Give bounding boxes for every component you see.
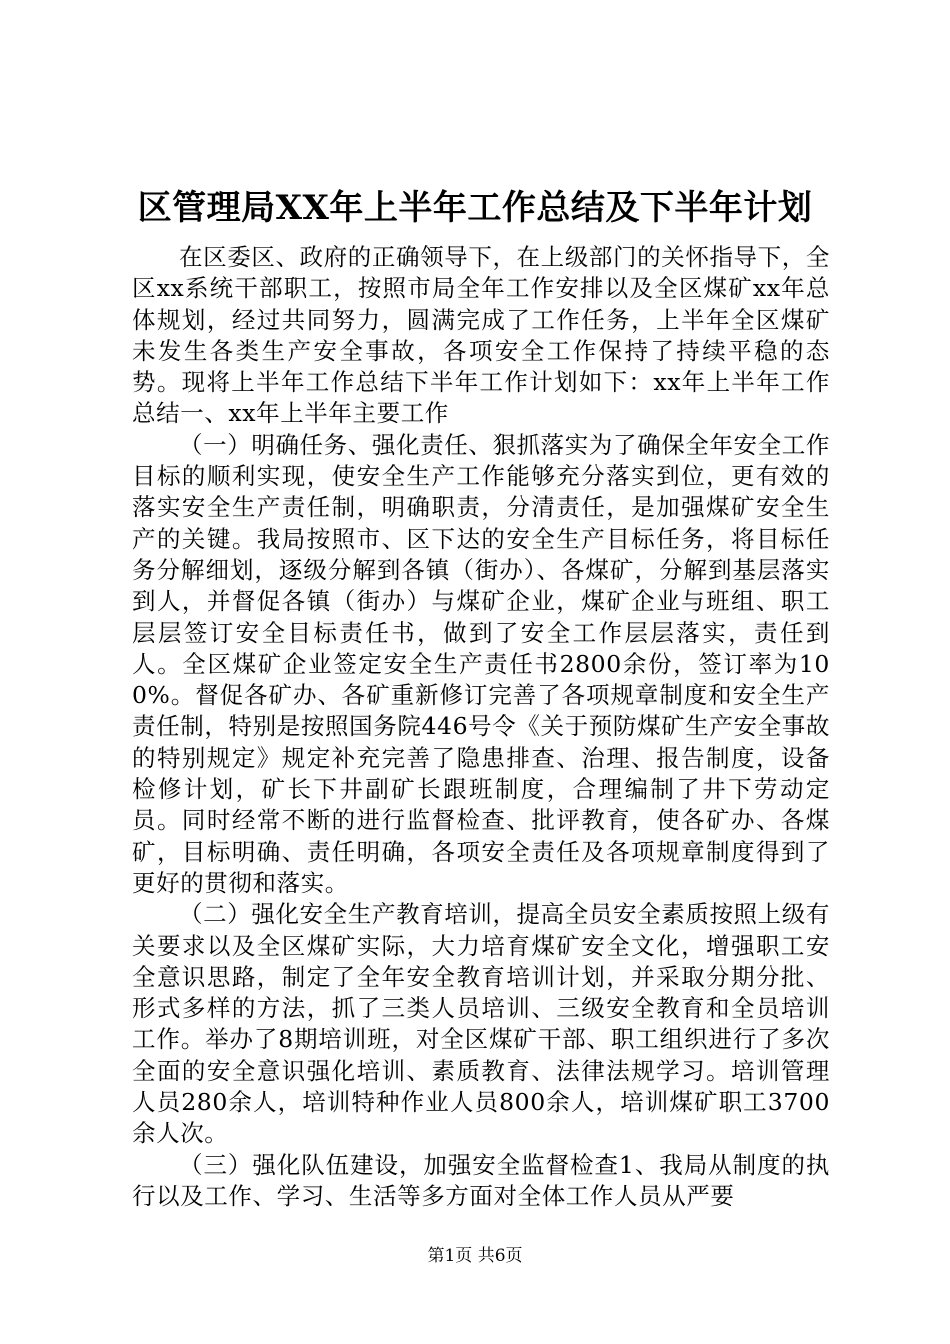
document-title: 区管理局XX年上半年工作总结及下半年计划 bbox=[137, 188, 813, 228]
paragraph-section-2: （二）强化安全生产教育培训，提高全员安全素质按照上级有关要求以及全区煤矿实际，大力培育煤矿安全文化，增强职工安全意识思路，制定了全年安全教育培训计划，并采取分期分批、形式多样的方法，抓了三类人员培训、三级安全教育和全员培训工作。举办了8期培训班，对全区煤矿干部、职工组织进行了多次全面的安全意识强化培训、素质教育、法律法规学习。培训管理人员280余人，培训特种作业人员800余人，培训煤矿职工3700余人次。 bbox=[132, 900, 830, 1148]
document-body bbox=[132, 242, 830, 1212]
page-number-footer: 第1页 共6页 bbox=[427, 1246, 523, 1266]
paragraph-section-1: （一）明确任务、强化责任、狠抓落实为了确保全年安全工作目标的顺利实现，使安全生产工作能够充分落实到位，更有效的落实安全生产责任制，明确职责，分清责任，是加强煤矿安全生产的关键。我局按照市、区下达的安全生产目标任务，将目标任务分解细划，逐级分解到各镇（街办）、各煤矿，分解到基层落实到人，并督促各镇（街办）与煤矿企业，煤矿企业与班组、职工层层签订安全目标责任书，做到了安全工作层层落实，责任到人。全区煤矿企业签定安全生产责任书2800余份，签订率为100%。督促各矿办、各矿重新修订完善了各项规章制度和安全生产责任制，特别是按照国务院446号令《关于预防煤矿生产安全事故的特别规定》规定补充完善了隐患排查、治理、报告制度，设备检修计划，矿长下井副矿长跟班制度，合理编制了井下劳动定员。同时经常不断的进行监督检查、批评教育，使各矿办、各煤矿，目标明确、责任明确，各项安全责任及各项规章制度得到了更好的贯彻和落实。 bbox=[132, 430, 830, 897]
paragraph-intro: 在区委区、政府的正确领导下，在上级部门的关怀指导下，全区xx系统干部职工，按照市局全年工作安排以及全区煤矿xx年总体规划，经过共同努力，圆满完成了工作任务，上半年全区煤矿未发生各类生产安全事故，各项安全工作保持了持续平稳的态势。现将上半年工作总结下半年工作计划如下：xx年上半年工作总结一、xx年上半年主要工作 bbox=[132, 243, 830, 428]
paragraph-section-3: （三）强化队伍建设，加强安全监督检查1、我局从制度的执行以及工作、学习、生活等多方面对全体工作人员从严要 bbox=[132, 1150, 830, 1210]
